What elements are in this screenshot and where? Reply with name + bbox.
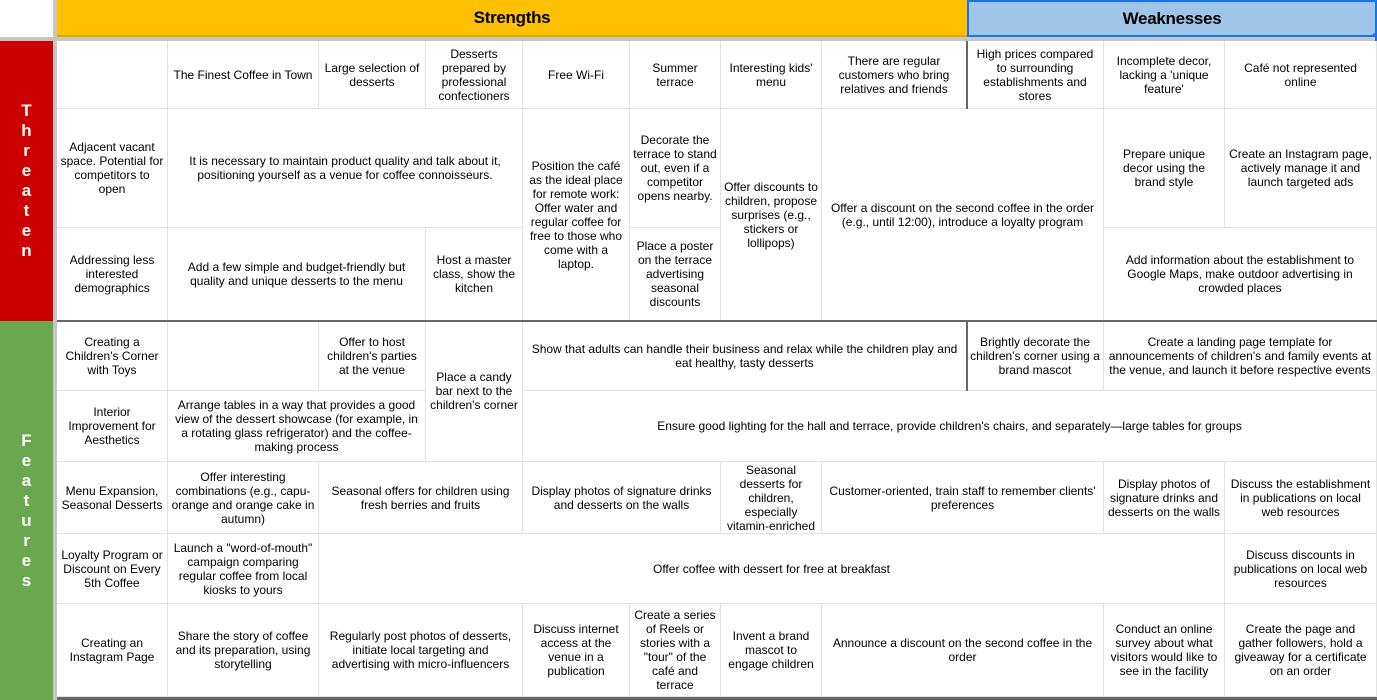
features-label[interactable] [0, 321, 53, 700]
feature3-cell-combinations[interactable]: Offer interesting combinations (e.g., capu-orange and orange cake in autumn) [168, 462, 319, 534]
feature4-cell-discount-publications[interactable]: Discuss discounts in publications on local web resources [1225, 534, 1377, 604]
threaten-letter: e [21, 161, 32, 180]
threat1-cell-quality[interactable]: It is necessary to maintain product quality and talk about it, positioning yourself as a venue for coffee connoisseurs. [168, 109, 523, 228]
column-header-kids-menu[interactable]: Interesting kids' menu [721, 41, 822, 109]
threat2-cell-budget-desserts[interactable]: Add a few simple and budget-friendly but quality and unique desserts to the menu [168, 228, 426, 321]
feature3-cell-seasonal-offers[interactable]: Seasonal offers for children using fresh berries and fruits [319, 462, 523, 534]
threaten-label[interactable] [0, 41, 53, 321]
weaknesses-header[interactable]: Weaknesses [967, 0, 1377, 37]
feature3-cell-publications[interactable]: Discuss the establishment in publications on local web resources [1225, 462, 1377, 534]
features-letter: u [21, 510, 32, 530]
feature5-cell-giveaway[interactable]: Create the page and gather followers, hold a giveaway for a certificate on an order [1225, 604, 1377, 697]
threat2-cell-google-maps[interactable]: Add information about the establishment to Google Maps, make outdoor advertising in crowded places [1104, 228, 1377, 321]
feature5-cell-internet-access[interactable]: Discuss internet access at the venue in a publication [523, 604, 630, 697]
threat1-cell-terrace[interactable]: Decorate the terrace to stand out, even if a competitor opens nearby. [630, 109, 721, 228]
features-letter: r [23, 530, 30, 550]
features-letter: a [21, 470, 32, 490]
feature-label-loyalty[interactable]: Loyalty Program or Discount on Every 5th Coffee [57, 534, 168, 604]
threaten-letter: r [23, 141, 30, 160]
column-header-desserts-selection[interactable]: Large selection of desserts [319, 41, 426, 109]
threat1-cell-decor[interactable]: Prepare unique decor using the brand style [1104, 109, 1225, 228]
column-header-incomplete-decor[interactable]: Incomplete decor, lacking a 'unique feature' [1104, 41, 1225, 109]
threaten-letter: e [21, 221, 32, 240]
feature1-cell-parties[interactable]: Offer to host children's parties at the venue [319, 321, 426, 391]
feature-cell-candy-bar[interactable]: Place a candy bar next to the children's corner [426, 321, 523, 462]
feature5-cell-announce-discount[interactable]: Announce a discount on the second coffee in the order [822, 604, 1104, 697]
corner-cell[interactable] [0, 0, 53, 37]
feature5-cell-post-photos[interactable]: Regularly post photos of desserts, initiate local targeting and advertising with micro-influencers [319, 604, 523, 697]
threaten-letter: n [21, 241, 32, 260]
section-divider [57, 320, 1377, 322]
threat-label-demographics[interactable]: Addressing less interested demographics [57, 228, 168, 321]
column-header-regular-customers[interactable]: There are regular customers who bring relatives and friends [822, 41, 967, 109]
blank-header-cell[interactable] [57, 41, 168, 109]
feature5-cell-storytelling[interactable]: Share the story of coffee and its preparation, using storytelling [168, 604, 319, 697]
feature1-cell-landing-page[interactable]: Create a landing page template for announcements of children's and family events at the venue, and launch it before respective events [1104, 321, 1377, 391]
threaten-letter: a [21, 181, 32, 200]
feature4-cell-word-of-mouth[interactable]: Launch a "word-of-mouth" campaign comparing regular coffee from local kiosks to yours [168, 534, 319, 604]
feature3-cell-seasonal-kids[interactable]: Seasonal desserts for children, especially vitamin-enriched [721, 462, 822, 534]
strengths-header[interactable]: Strengths [57, 0, 967, 37]
weakness-divider-top [966, 41, 968, 109]
feature1-cell-empty[interactable] [168, 321, 319, 391]
features-letter: e [21, 450, 32, 470]
threat-cell-remote-work[interactable]: Position the café as the ideal place for remote work: Offer water and regular coffee for free to those who come with a laptop. [523, 109, 630, 321]
features-letter: s [21, 570, 32, 590]
feature1-cell-mascot-decor[interactable]: Brightly decorate the children's corner using a brand mascot [967, 321, 1104, 391]
feature-label-instagram[interactable]: Creating an Instagram Page [57, 604, 168, 697]
threat1-cell-instagram[interactable]: Create an Instagram page, actively manage it and launch targeted ads [1225, 109, 1377, 228]
threat-cell-kids-discounts[interactable]: Offer discounts to children, propose surprises (e.g., stickers or lollipops) [721, 109, 822, 321]
feature2-cell-lighting[interactable]: Ensure good lighting for the hall and terrace, provide children's chairs, and separately—large tables for groups [523, 391, 1377, 462]
column-header-not-online[interactable]: Café not represented online [1225, 41, 1377, 109]
feature-label-childrens-corner[interactable]: Creating a Children's Corner with Toys [57, 321, 168, 391]
feature4-cell-free-breakfast[interactable]: Offer coffee with dessert for free at breakfast [319, 534, 1225, 604]
features-letter: e [21, 550, 32, 570]
feature3-cell-customer-oriented[interactable]: Customer-oriented, train staff to remember clients' preferences [822, 462, 1104, 534]
column-header-finest-coffee[interactable]: The Finest Coffee in Town [168, 41, 319, 109]
feature-label-interior[interactable]: Interior Improvement for Aesthetics [57, 391, 168, 462]
feature3-cell-photos-walls[interactable]: Display photos of signature drinks and desserts on the walls [1104, 462, 1225, 534]
column-header-wifi[interactable]: Free Wi-Fi [523, 41, 630, 109]
features-letter: F [21, 430, 32, 450]
feature5-cell-survey[interactable]: Conduct an online survey about what visitors would like to see in the facility [1104, 604, 1225, 697]
feature2-cell-arrange-tables[interactable]: Arrange tables in a way that provides a good view of the dessert showcase (for example, in a rotating glass refrigerator) and the coffee-making process [168, 391, 426, 462]
column-header-high-prices[interactable]: High prices compared to surrounding establishments and stores [967, 41, 1104, 109]
feature5-cell-mascot[interactable]: Invent a brand mascot to engage children [721, 604, 822, 697]
threaten-letter: h [21, 121, 32, 140]
threaten-letter: t [23, 201, 30, 220]
column-header-terrace[interactable]: Summer terrace [630, 41, 721, 109]
threaten-letter: T [21, 101, 32, 120]
column-header-confectioners[interactable]: Desserts prepared by professional confectioners [426, 41, 523, 109]
weakness-divider-features [966, 321, 968, 391]
threat-label-vacant-space[interactable]: Adjacent vacant space. Potential for competitors to open [57, 109, 168, 228]
threat-cell-second-coffee[interactable]: Offer a discount on the second coffee in the order (e.g., until 12:00), introduce a loyalty program [822, 109, 1104, 321]
feature3-cell-display-photos[interactable]: Display photos of signature drinks and desserts on the walls [523, 462, 721, 534]
threat2-cell-master-class[interactable]: Host a master class, show the kitchen [426, 228, 523, 321]
feature-label-menu-expansion[interactable]: Menu Expansion, Seasonal Desserts [57, 462, 168, 534]
feature1-cell-adults-relax[interactable]: Show that adults can handle their business and relax while the children play and eat healthy, tasty desserts [523, 321, 967, 391]
features-letter: t [23, 490, 30, 510]
feature5-cell-reels[interactable]: Create a series of Reels or stories with a "tour" of the café and terrace [630, 604, 721, 697]
threat2-cell-poster[interactable]: Place a poster on the terrace advertising seasonal discounts [630, 228, 721, 321]
